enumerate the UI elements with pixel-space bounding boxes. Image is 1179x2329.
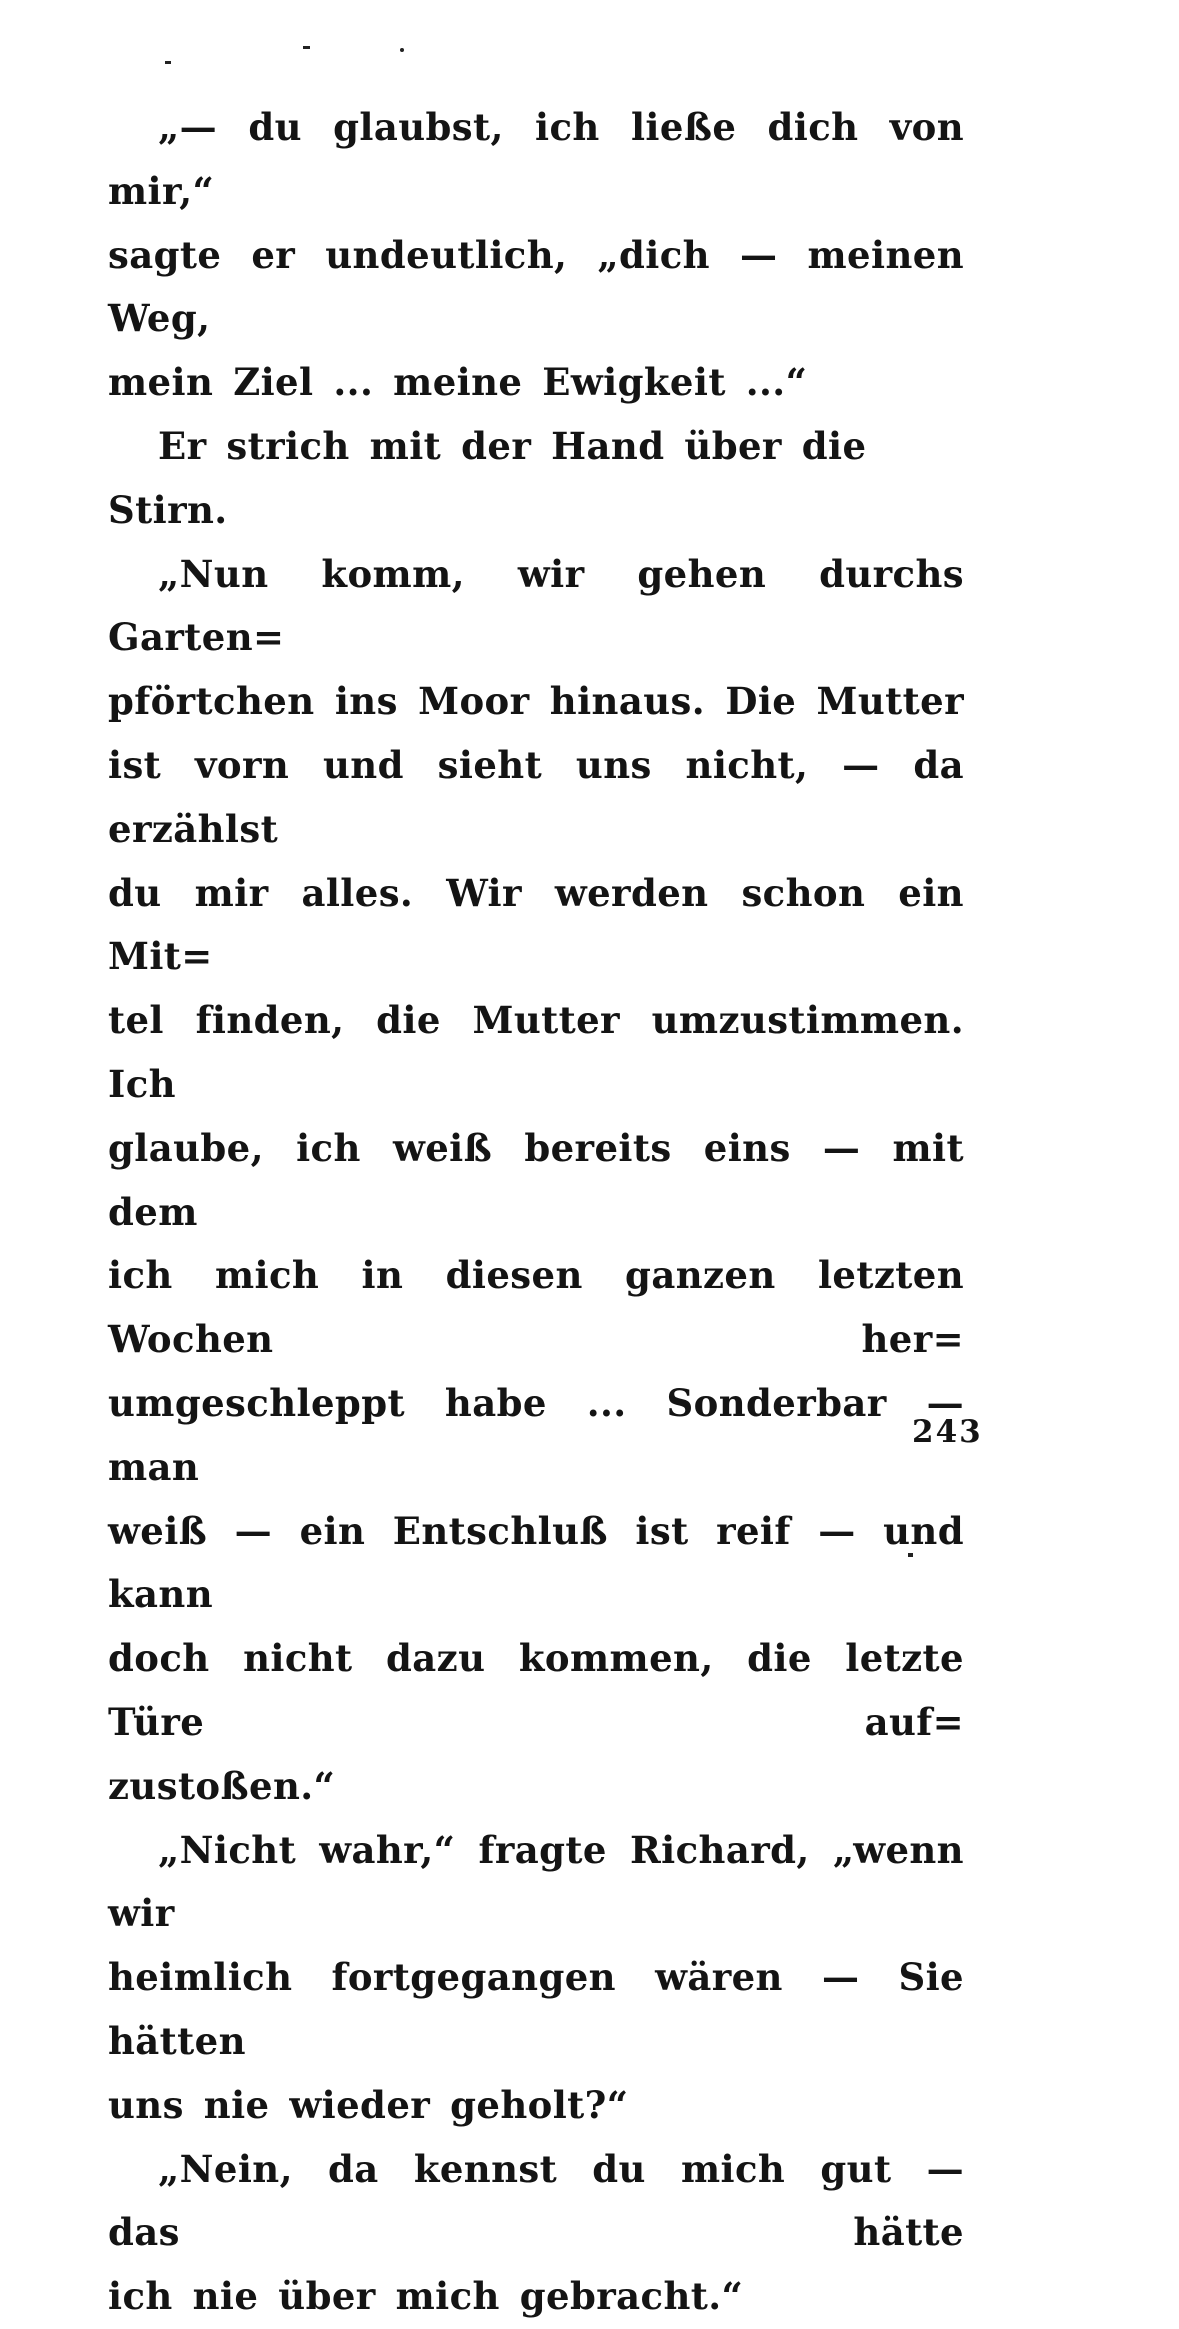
text-line: ist vorn und sieht uns nicht, — da erzählst: [108, 742, 964, 851]
text-line: „Nun komm, wir gehen durchs Garten=: [108, 551, 964, 660]
text-line: „Nicht wahr,“ fragte Richard, „wenn wir: [108, 1827, 964, 1936]
text-line: glaube, ich weiß bereits eins — mit dem: [108, 1125, 964, 1234]
text-line: tel finden, die Mutter umzustimmen. Ich: [108, 998, 964, 1106]
text-line: „— du glaubst, ich ließe dich von mir,“: [108, 105, 964, 213]
text-line: mein Ziel ... meine Ewigkeit ...“: [108, 360, 808, 405]
page-number: 243: [912, 1414, 983, 1450]
text-line: „Nein, da kennst du mich gut — das hätte: [108, 2146, 964, 2255]
body-text: [108, 96, 964, 2329]
text-line: weiß — ein Entschluß ist reif — und kann: [108, 1508, 964, 1617]
scan-speck: [303, 46, 310, 49]
scan-speck: [165, 61, 171, 64]
text-line: pförtchen ins Moor hinaus. Die Mutter: [108, 679, 964, 724]
text-line: doch nicht dazu kommen, die letzte Türe auf=: [108, 1636, 964, 1744]
text-line: du mir alles. Wir werden schon ein Mit=: [108, 870, 964, 979]
text-line: uns nie wieder geholt?“: [108, 2082, 629, 2127]
text-line: ich nie über mich gebracht.“: [108, 2274, 744, 2319]
text-line: heimlich fortgegangen wären — Sie hätten: [108, 1955, 964, 2063]
text-line: Er strich mit der Hand über die Stirn.: [108, 423, 867, 532]
text-line: umgeschleppt habe ... Sonderbar — man: [108, 1380, 964, 1489]
scan-speck: [400, 48, 404, 52]
text-line: sagte er undeutlich, „dich — meinen Weg,: [108, 232, 964, 341]
text-line: zustoßen.“: [108, 1763, 336, 1808]
text-line: ich mich in diesen ganzen letzten Wochen her=: [108, 1253, 964, 1362]
